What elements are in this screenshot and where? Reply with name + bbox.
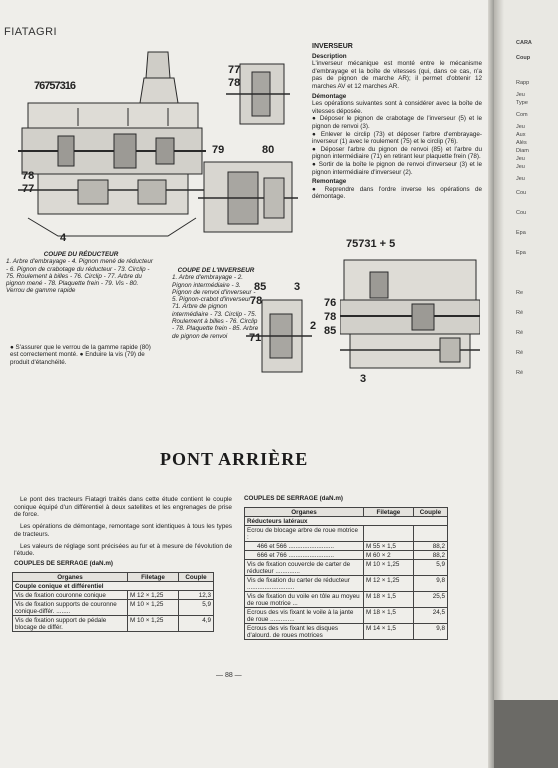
demontage-step: ● Enlever le circlip (73) et déposer l'arbre d'embrayage-inverseur (1) avec le roulement (75) et le circlip (76).	[312, 130, 482, 146]
fig1-label-4: 4	[60, 232, 67, 244]
table-section: Réducteurs latéraux	[245, 517, 448, 526]
demontage-step: ● Déposer le pignon de crabotage de l'inverseur (5) et le pignon de renvoi (3).	[312, 115, 482, 130]
cell-organe: Vis de fixation couronne conique	[13, 591, 128, 600]
cell-filetage: M 55 × 1,5	[364, 542, 414, 551]
cell-couple: 9,8	[413, 576, 447, 592]
col-header: Filetage	[128, 573, 179, 582]
adjacent-page-line: Jeu	[516, 124, 525, 130]
demontage-step: ● Sortir de la boîte le pignon de renvoi d'inverseur (3) et le pignon intermédiaire d'inverseur (2).	[312, 160, 482, 176]
cell-couple	[413, 526, 447, 542]
remontage-heading: Remontage	[312, 178, 347, 186]
pont-intro	[14, 496, 232, 562]
cell-organe: Vis de fixation support de pédale blocage de différ.	[13, 616, 128, 632]
cell-couple: 25,5	[413, 592, 447, 608]
inverter-section-drawing	[340, 250, 480, 376]
cell-filetage: M 14 × 1,5	[364, 624, 414, 640]
adjacent-page-line: Jeu	[516, 176, 525, 182]
adjacent-page-line: Re	[516, 290, 524, 296]
adjacent-page-line: Ré	[516, 370, 524, 376]
torque-table-2-label: COUPLES DE SERRAGE (daN.m)	[244, 495, 344, 502]
reducer-caption	[6, 251, 156, 295]
inverter-caption-legend: 1. Arbre d'embrayage - 2. Pignon intermédiaire - 3. Pignon de renvoi d'inverseur - 5. Pignon-crabot d'inverseur - 71. Arbre de pignon intermédiaire - 73. Circlip - 75. Roulement à billes - 76. Circlip - 78. Plaquette frein - 85. Arbre de pignon de renvoi	[172, 274, 259, 340]
cell-organe: 466 et 566 ..........................	[245, 542, 364, 551]
reducer-caption-legend: 1. Arbre d'embrayage - 4. Pignon mené de réducteur - 6. Pignon de crabotage du réducteur - 73. Circlip - 75. Roulement à billes - 76. Circlip - 77. Arbre du pignon mené - 78. Plaquette frein - 79. Vis - 80. Verrou de gamme rapide	[6, 258, 153, 295]
adjacent-page-line: Diam	[516, 148, 529, 154]
inverseur-title: INVERSEUR	[312, 43, 353, 50]
adjacent-page-line: Aux	[516, 132, 526, 138]
table-row	[245, 542, 448, 551]
cell-organe: Vis de fixation couvercle de carter de réducteur ..............	[245, 560, 364, 576]
adjacent-page-line: Cou	[516, 190, 527, 196]
brand-header: FIATAGRI	[4, 26, 58, 38]
page-number: — 88 —	[216, 672, 242, 679]
cell-organe: Vis de fixation supports de couronne conique-différ. ........	[13, 600, 128, 616]
table-row	[13, 591, 214, 600]
cell-couple: 12,3	[179, 591, 214, 600]
fig2-label-78-right: 78	[324, 311, 337, 323]
col-header: Couple	[413, 508, 447, 517]
table-section: Couple conique et différentiel	[13, 582, 214, 591]
fig2-label-76: 76	[324, 297, 337, 309]
adjacent-page-edge	[494, 0, 504, 700]
adjacent-page-line: Jeu	[516, 156, 525, 162]
cell-couple: 4,9	[179, 616, 214, 632]
cell-filetage: M 18 × 1,5	[364, 592, 414, 608]
adjacent-page-line: Ré	[516, 310, 524, 316]
cell-couple: 5,9	[413, 560, 447, 576]
cell-filetage: M 60 × 2	[364, 551, 414, 560]
reducer-caption-title: COUPE DU RÉDUCTEUR	[43, 251, 119, 258]
table-row	[245, 576, 448, 592]
fig2-label-top: 75731 + 5	[346, 238, 396, 250]
fig2-label-85: 85	[254, 281, 267, 293]
adjacent-page-line: Alés	[516, 140, 527, 146]
table-row	[245, 592, 448, 608]
fig1-detail-label-77: 77	[228, 64, 241, 76]
adjacent-page-line: Jeu	[516, 92, 525, 98]
fig2-label-78: 78	[250, 295, 263, 307]
table-row	[245, 560, 448, 576]
adjacent-page-line: Epa	[516, 230, 526, 236]
adjacent-page-line: Ré	[516, 350, 524, 356]
cell-filetage: M 12 × 1,25	[128, 591, 179, 600]
table-row	[13, 600, 214, 616]
adjacent-page	[494, 0, 558, 700]
adjacent-page-line: CARA	[516, 40, 532, 46]
adjacent-page-line: Cou	[516, 210, 527, 216]
fig1-detail-label-80: 80	[262, 144, 275, 156]
cell-organe: Vis de fixation du voile en tôle au moyeu de roue motrice ...	[245, 592, 364, 608]
cell-filetage: M 12 × 1,25	[364, 576, 414, 592]
col-header: Filetage	[364, 508, 414, 517]
table-row	[245, 608, 448, 624]
col-header: Organes	[245, 508, 364, 517]
cell-couple: 88,2	[413, 551, 447, 560]
col-header: Organes	[13, 573, 128, 582]
intro-paragraph: Les valeurs de réglage sont précisées au fur et à mesure de l'évolution de l'étude.	[14, 542, 232, 558]
range-lock-detail-drawing	[198, 152, 298, 238]
cell-couple: 24,5	[413, 608, 447, 624]
torque-table-1	[12, 572, 214, 632]
cell-filetage: M 10 × 1,25	[364, 560, 414, 576]
torque-table-1-label: COUPLES DE SERRAGE (daN.m)	[14, 560, 114, 567]
adjacent-page-line: Rapp	[516, 80, 530, 86]
adjacent-page-line: Com	[516, 112, 528, 118]
adjacent-page-line: Type	[516, 100, 528, 106]
torque-table-2	[244, 507, 448, 640]
intro-paragraph: Le pont des tracteurs Fiatagri traités dans cette étude contient le couple conique équipé d'un différentiel à deux satellites et les engrenages de prise de force.	[14, 496, 232, 519]
cell-filetage: M 10 × 1,25	[128, 600, 179, 616]
adjacent-page-line: Ré	[516, 330, 524, 336]
cell-filetage: M 18 × 1,5	[364, 608, 414, 624]
section-title: PONT ARRIÈRE	[160, 449, 309, 469]
fig2-label-85-right: 85	[324, 325, 337, 337]
table-row	[245, 526, 448, 542]
inverter-caption-title: COUPE DE L'INVERSEUR	[177, 267, 255, 274]
table-row	[245, 551, 448, 560]
fig1-label-77: 77	[22, 183, 35, 195]
fig2-label-3-top: 3	[294, 281, 301, 293]
col-header: Couple	[179, 573, 214, 582]
cell-organe: Ecrous des vis fixant les disques d'alourd. de roues motrices	[245, 624, 364, 640]
demontage-heading: Démontage	[312, 92, 347, 100]
fig1-label-top: 76757316	[34, 80, 75, 92]
cell-organe: Vis de fixation du carter de réducteur ...........................	[245, 576, 364, 592]
fig2-label-3-bottom: 3	[360, 373, 367, 385]
demontage-intro: Les opérations suivantes sont à considérer avec la boîte de vitesses déposée.	[312, 100, 482, 115]
adjacent-page-line: Jeu	[516, 164, 525, 170]
table-row	[13, 616, 214, 632]
demontage-step: ● Déposer l'arbre du pignon de renvoi (85) et l'arbre du pignon intermédiaire (71) en retirant leur plaquette frein (78).	[312, 145, 482, 161]
fig2-label-2: 2	[310, 320, 317, 332]
cell-couple: 5,9	[179, 600, 214, 616]
cell-organe: Ecrous des vis fixant le voile à la jante de roue ..............	[245, 608, 364, 624]
cell-organe: 666 et 766 ..........................	[245, 551, 364, 560]
adjacent-page-line: Epa	[516, 250, 526, 256]
cell-couple: 88,2	[413, 542, 447, 551]
cell-filetage	[364, 526, 414, 542]
cell-organe: Ecrou de blocage arbre de roue motrice :	[245, 526, 364, 542]
inverseur-section	[312, 43, 482, 201]
table-row	[245, 624, 448, 640]
fig1-label-78: 78	[22, 170, 35, 182]
reducer-assembly-note: ● S'assurer que le verrou de la gamme rapide (80) est correctement monté. ● Enduire la vis (79) de produit d'étanchéité.	[10, 344, 151, 366]
fig1-detail-label-79: 79	[212, 144, 225, 156]
remontage-text: ● Reprendre dans l'ordre inverse les opérations de démontage.	[312, 185, 482, 201]
description-text: L'inverseur mécanique est monté entre le mécanisme d'embrayage et la boîte de vitesses (qui, dans ce cas, n'a pas de pignon de marche AR); il permet d'obtenir 12 marches AV et 12 marches AR.	[312, 60, 482, 90]
adjacent-page-line: Coup	[516, 55, 531, 61]
cell-couple: 9,8	[413, 624, 447, 640]
fig1-detail-label-78: 78	[228, 77, 241, 89]
description-heading: Description	[312, 52, 347, 60]
fig2-label-71: 71	[249, 332, 262, 344]
intro-paragraph: Les opérations de démontage, remontage sont identiques à tous les types de tracteurs.	[14, 523, 232, 538]
reducer-section-drawing	[18, 48, 206, 240]
cell-filetage: M 10 × 1,25	[128, 616, 179, 632]
